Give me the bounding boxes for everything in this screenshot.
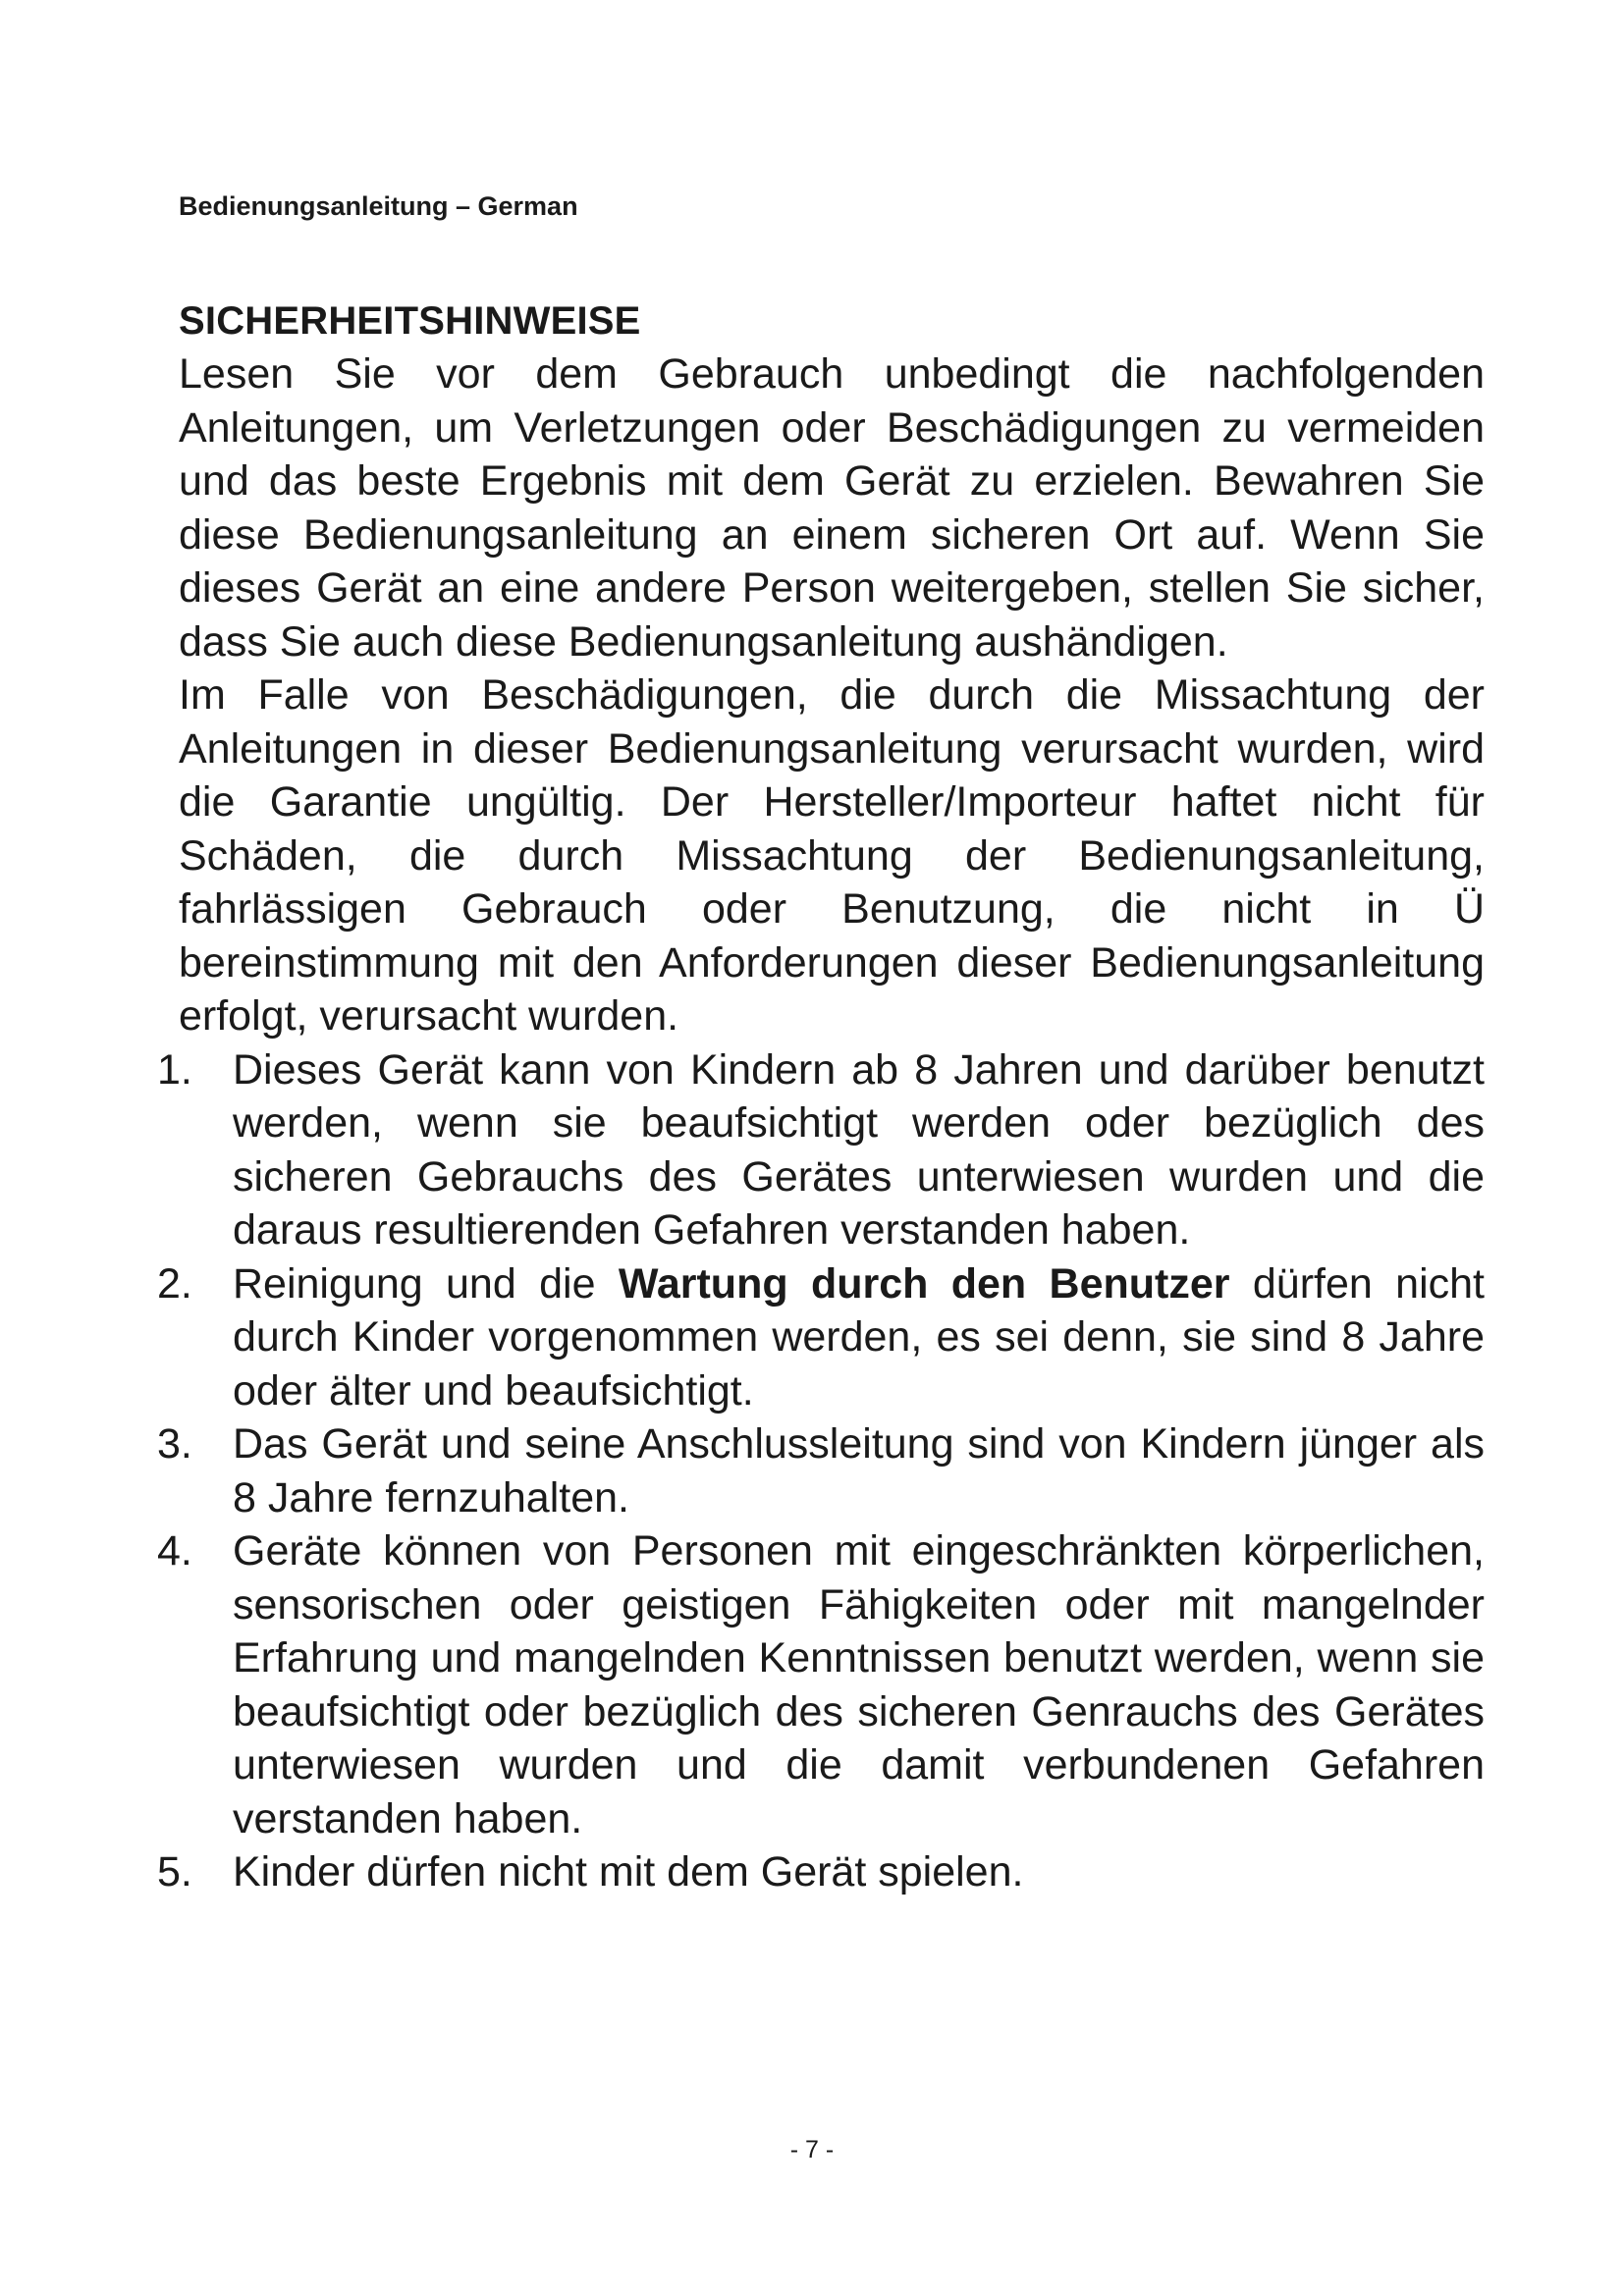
list-item-text-before: Reinigung und die (233, 1259, 596, 1308)
list-item (157, 1043, 1485, 1257)
list-item-number: 3. (157, 1420, 192, 1468)
list-item-number: 1. (157, 1045, 192, 1094)
list-item-number: 2. (157, 1259, 192, 1308)
list-item-text: Kinder dürfen nicht mit dem Gerät spielen. (233, 1848, 1024, 1896)
running-header: Bedienungsanleitung – German (179, 191, 578, 221)
list-item (157, 1257, 1485, 1418)
list-item-text: Geräte können von Personen mit eingeschränkten körperlichen, sensorischen oder geistigen Fähigkeiten oder mit mangelnder Erfahrung und mangelnden Kenntnissen benutzt werden, wenn sie beaufsichtigt oder bezüglich des sicheren Genrauchs des Gerätes unterwiesen wurden und die damit verbundenen Gefahren verstanden haben. (233, 1527, 1485, 1842)
safety-section (157, 294, 1485, 1899)
list-item-text (233, 1260, 1485, 1415)
list-item-number: 4. (157, 1527, 192, 1575)
intro-paragraph: Lesen Sie vor dem Gebrauch unbedingt die nachfolgenden Anleitungen, um Verletzungen oder Beschädigungen zu vermeiden und das beste Ergebnis mit dem Gerät zu erzielen. Bewahren Sie diese Bedienungsanleitung an einem sicheren Ort auf. Wenn Sie dieses Gerät an eine andere Person weitergeben, stellen Sie sicher, dass Sie auch diese Bedienungsanleitung aushändigen. (179, 350, 1485, 666)
list-item-text-after: dürfen nicht durch Kinder vorgenommen werden, es sei denn, sie sind 8 Jahre oder älter und beaufsichtigt. (233, 1259, 1485, 1415)
list-item (157, 1524, 1485, 1845)
safety-list (157, 1043, 1485, 1899)
list-item (157, 1845, 1485, 1899)
list-item-text: Dieses Gerät kann von Kindern ab 8 Jahren und darüber benutzt werden, wenn sie beaufsichtigt werden oder bezüglich des sicheren Gebrauchs des Gerätes unterwiesen wurden und die daraus resultierenden Gefahren verstanden haben. (233, 1045, 1485, 1254)
list-item-number: 5. (157, 1848, 192, 1896)
list-item (157, 1417, 1485, 1524)
list-item-emphasis: Wartung durch den Benutzer (618, 1259, 1230, 1308)
liability-paragraph: Im Falle von Beschädigungen, die durch die Missachtung der Anleitungen in dieser Bedienungsanleitung verursacht wurden, wird die Garantie ungültig. Der Hersteller/Importeur haftet nicht für Schäden, die durch Missachtung der Bedienungsanleitung, fahrlässigen Gebrauch oder Benutzung, die nicht in Ü bereinstimmung mit den Anforderungen dieser Bedienungsanleitung erfolgt, verursacht wurden. (179, 671, 1485, 1040)
page-number: - 7 - (789, 2136, 835, 2163)
list-item-text: Das Gerät und seine Anschlussleitung sind von Kindern jünger als 8 Jahre fernzuhalten. (233, 1420, 1485, 1522)
section-title: SICHERHEITSHINWEISE (179, 299, 641, 343)
